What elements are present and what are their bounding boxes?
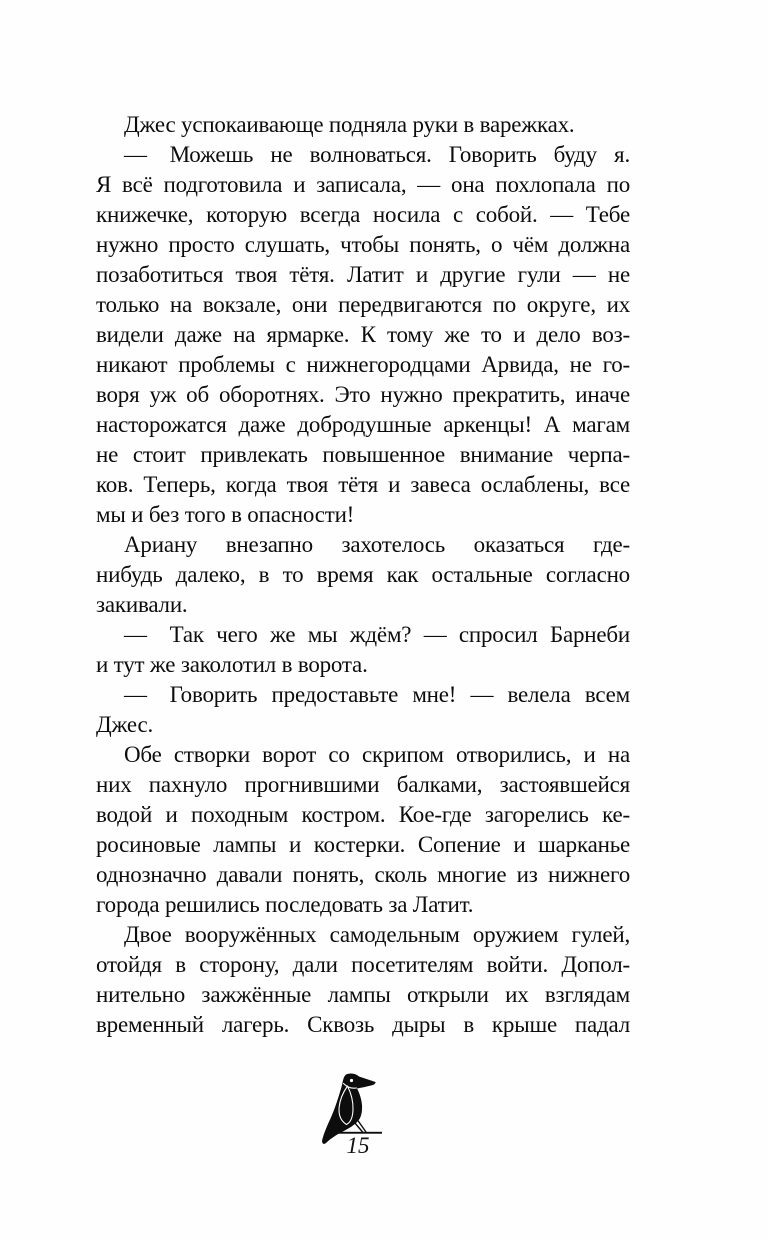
text-line: них пахнуло прогнившими балками, застоявшейся <box>96 772 630 797</box>
text-line: Двое вооружённых самодельным оружием гулей, <box>124 922 630 947</box>
text-line: водой и походным костром. Кое-где загорелись ке- <box>96 802 630 827</box>
text-line: не стоит привлекать повышенное внимание черпа- <box>96 442 630 467</box>
text-line: Обе створки ворот со скрипом отворились, и на <box>124 742 630 767</box>
text-line: позаботиться твоя тётя. Латит и другие гули — не <box>96 262 630 287</box>
text-line: ков. Теперь, когда твоя тётя и завеса ослаблены, все <box>96 472 630 497</box>
text-line: воря уж об оборотнях. Это нужно прекратить, иначе <box>96 382 630 407</box>
text-line: нибудь далеко, в то время как остальные согласно <box>96 562 630 587</box>
text-line: временный лагерь. Сквозь дыры в крыше падал <box>96 1012 630 1037</box>
raven-eye <box>350 1079 353 1082</box>
text-line: никают проблемы с нижнегородцами Арвида, не го- <box>96 352 630 377</box>
text-line: — Так чего же мы ждём? — спросил Барнеби <box>124 622 630 647</box>
text-line: и тут же заколотил в ворота. <box>96 652 368 677</box>
text-line: — Можешь не волноваться. Говорить буду я. <box>124 142 630 167</box>
text-line: видели даже на ярмарке. К тому же то и дело воз- <box>96 322 630 347</box>
text-line: Ариану внезапно захотелось оказаться где- <box>124 532 630 557</box>
text-line: нужно просто слушать, чтобы понять, о чём должна <box>96 232 630 257</box>
text-line: города решились последовать за Латит. <box>96 892 474 917</box>
text-line: нительно зажжённые лампы открыли их взглядам <box>96 982 630 1007</box>
text-line: Я всё подготовила и записала, — она похлопала по <box>96 172 630 197</box>
text-line: Джес. <box>96 712 154 737</box>
text-line: книжечке, которую всегда носила с собой. — Тебе <box>96 202 630 227</box>
text-block <box>96 110 630 1040</box>
text-line: насторожатся даже добродушные аркенцы! А магам <box>96 412 630 437</box>
text-line: отойдя в сторону, дали посетителям войти. Допол- <box>96 952 630 977</box>
text-line: — Говорить предоставьте мне! — велела всем <box>124 682 630 707</box>
text-line: мы и без того в опасности! <box>96 502 355 527</box>
page-number: 15 <box>346 1133 370 1158</box>
text-line: Джес успокаивающе подняла руки в варежках. <box>124 112 575 137</box>
text-line: только на вокзале, они передвигаются по округе, их <box>96 292 630 317</box>
text-line: однозначно давали понять, сколь многие из нижнего <box>96 862 630 887</box>
text-line: закивали. <box>96 592 188 617</box>
text-line: росиновые лампы и костерки. Сопение и шарканье <box>96 832 630 857</box>
